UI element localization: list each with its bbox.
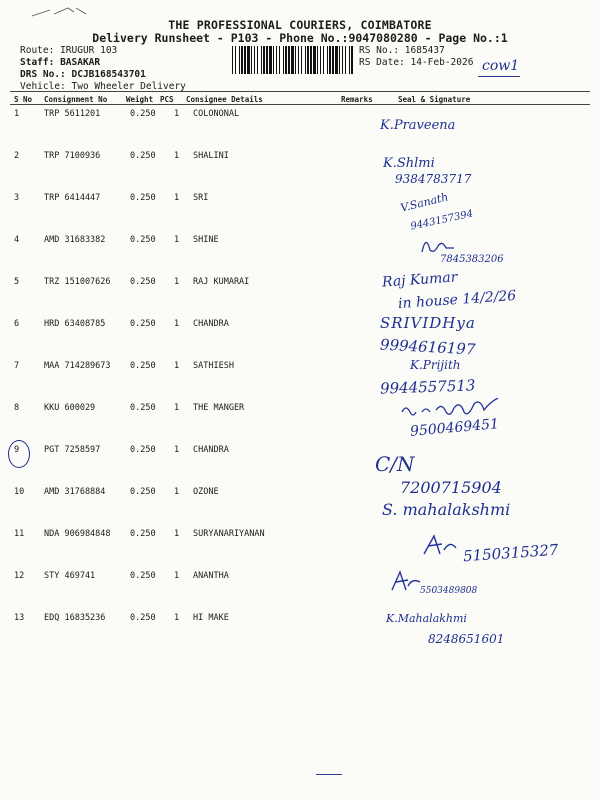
table-row: 3 TRP 6414447 0.250 1 SRI	[14, 193, 209, 203]
rs-no-line: RS No.: 1685437	[359, 45, 445, 56]
table-row: 7 MAA 714289673 0.250 1 SATHIESH	[14, 361, 234, 371]
col-pcs: PCS	[160, 95, 174, 104]
signature-row-3: V.Sanath	[399, 190, 450, 215]
signature-row-5: Raj Kumar	[381, 269, 458, 291]
rs-no-value: 1685437	[404, 45, 445, 56]
rs-date-value: 14-Feb-2026	[410, 57, 474, 68]
signature-row-1: K.Praveena	[380, 118, 456, 133]
col-weight: Weight	[126, 95, 154, 104]
col-consignee: Consignee Details	[186, 95, 263, 104]
remark-row-5: in house 14/2/26	[397, 287, 517, 313]
phone-row-3: 9443157394	[409, 208, 475, 233]
top-scribble	[30, 4, 90, 20]
table-row: 1 TRP 5611201 0.250 1 COLONONAL	[14, 109, 240, 119]
table-row: 8 KKU 600029 0.250 1 THE MANGER	[14, 403, 245, 413]
phone-row-12: 5503489808	[420, 586, 478, 596]
table-row: 11 NDA 906984848 0.250 1 SURYANARIYANAN	[14, 529, 265, 539]
staff-line: Staff: BASAKAR	[20, 57, 101, 68]
phone-row-7: 9944557513	[379, 376, 476, 398]
header-rule-top	[10, 91, 590, 92]
runsheet-subtitle: Delivery Runsheet - P103 - Phone No.:9047080280 - Page No.:1	[92, 31, 508, 45]
col-remarks: Remarks	[341, 95, 373, 104]
phone-row-2: 9384783717	[395, 172, 472, 186]
table-row: 5 TRZ 151007626 0.250 1 RAJ KUMARAI	[14, 277, 250, 287]
signature-row-8	[400, 398, 520, 422]
phone-row-8: 9500469451	[409, 416, 500, 440]
note-underline	[478, 76, 520, 77]
drs-value: DCJB168543701	[71, 69, 146, 80]
table-row: 13 EDQ 16835236 0.250 1 HI MAKE	[14, 613, 229, 623]
signature-row-2: K.Shlmi	[383, 156, 435, 171]
signature-row-13: K.Mahalakhmi	[386, 612, 467, 625]
drs-line: DRS No.: DCJB168543701	[20, 69, 146, 80]
remark-row-9: C/N	[375, 452, 415, 476]
barcode	[232, 46, 356, 74]
phone-row-11: 5150315327	[462, 540, 559, 566]
rs-date-line: RS Date: 14-Feb-2026	[359, 57, 474, 68]
col-seal: Seal & Signature	[398, 95, 471, 104]
phone-row-13: 8248651601	[428, 632, 505, 646]
table-row: 4 AMD 31683382 0.250 1 SHINE	[14, 235, 219, 245]
table-row: 12 STY 469741 0.250 1 ANANTHA	[14, 571, 229, 581]
handwritten-note: cow1	[482, 58, 520, 74]
table-row: 10 AMD 31768884 0.250 1 OZONE	[14, 487, 219, 497]
route-value: IRUGUR 103	[60, 45, 118, 56]
route-line: Route: IRUGUR 103	[20, 45, 118, 56]
vehicle-value: Two Wheeler Delivery	[71, 81, 186, 92]
table-row: 9 PGT 7258597 0.250 1 CHANDRA	[14, 445, 229, 455]
signature-row-7: K.Prijith	[410, 358, 461, 372]
header-rule-bottom	[10, 104, 590, 105]
table-row: 2 TRP 7100936 0.250 1 SHALINI	[14, 151, 229, 161]
row-9-circle-mark	[8, 440, 30, 468]
signature-row-10: S. mahalakshmi	[382, 500, 511, 519]
table-row: 6 HRD 63408785 0.250 1 CHANDRA	[14, 319, 229, 329]
phone-row-10: 7200715904	[400, 478, 502, 497]
vehicle-line: Vehicle: Two Wheeler Delivery	[20, 81, 186, 92]
col-consignment: Consignment No	[44, 95, 108, 104]
col-sno: S No	[14, 95, 33, 104]
signature-row-12	[388, 568, 424, 594]
company-title: THE PROFESSIONAL COURIERS, COIMBATORE	[168, 18, 432, 32]
signature-row-6: SRIVIDHya	[380, 314, 476, 332]
footer-mark	[316, 774, 342, 775]
phone-row-6: 9994616197	[379, 335, 476, 359]
signature-row-11	[420, 532, 460, 558]
staff-value: BASAKAR	[60, 57, 101, 68]
phone-row-4: 7845383206	[440, 254, 504, 265]
signature-row-4	[418, 232, 458, 256]
